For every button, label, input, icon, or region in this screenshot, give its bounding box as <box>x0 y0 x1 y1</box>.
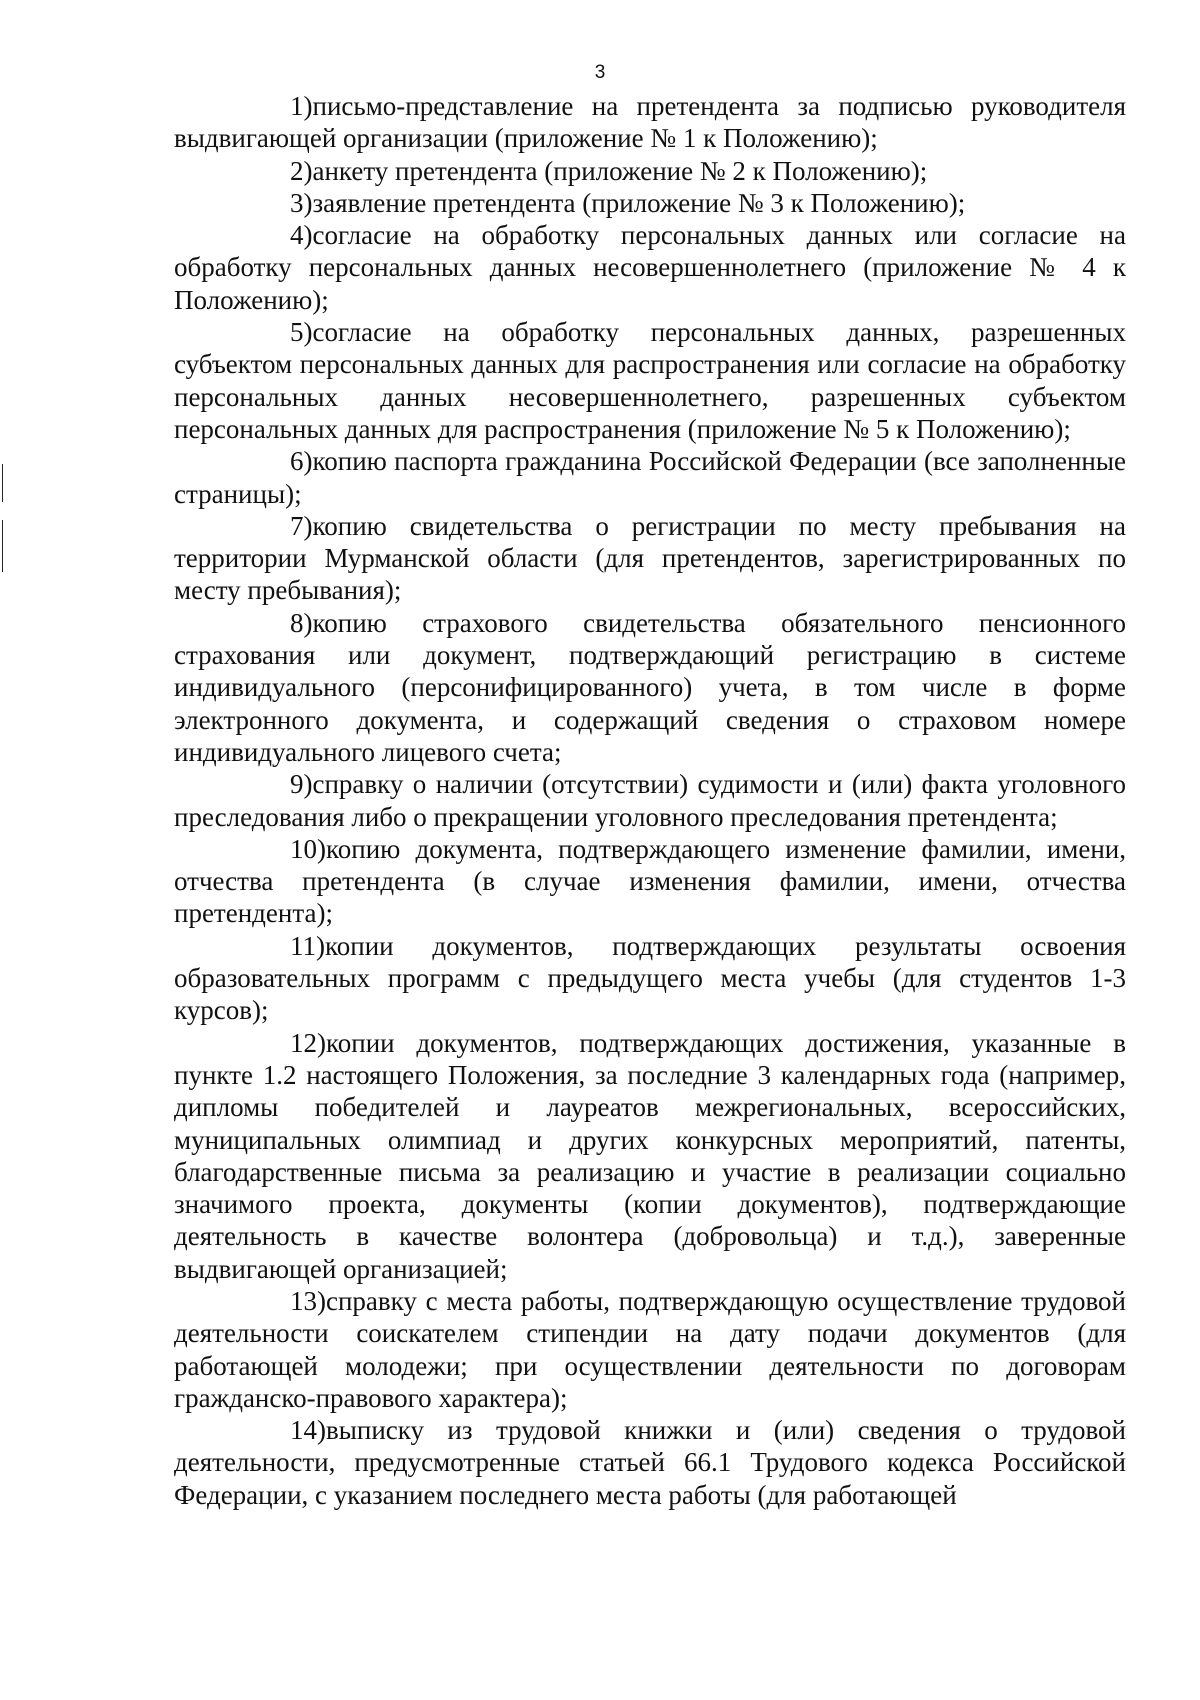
list-item-text: копию страхового свидетельства обязательного пенсионного страхования или документ, подтверждающий регистрацию в системе индивидуального (персонифицированного) учета, в том числе в форме электронного документа, и содержащий сведения о страховом номере индивидуального лицевого счета; <box>174 607 1126 767</box>
scan-margin-mark <box>2 464 3 502</box>
list-item-number: 8) <box>290 607 313 638</box>
list-item <box>174 445 1126 510</box>
list-item <box>174 768 1126 833</box>
list-item-number: 12) <box>290 1027 326 1058</box>
list-item-text: копии документов, подтверждающих достижения, указанные в пункте 1.2 настоящего Положения, за последние 3 календарных года (например, дипломы победителей и лауреатов межрегиональных, всероссийских, муниципальных олимпиад и других конкурсных мероприятий, патенты, благодарственные письма за реализацию и участие в реализации социально значимого проекта, документы (копии документов), подтверждающие деятельность в качестве волонтера (добровольца) и т.д.), заверенные выдвигающей организацией; <box>174 1027 1126 1284</box>
scan-margin-mark <box>2 520 3 572</box>
list-item-text: копию свидетельства о регистрации по месту пребывания на территории Мурманской области (для претендентов, зарегистрированных по месту пребывания); <box>174 510 1126 606</box>
list-item <box>174 607 1126 768</box>
list-item-number: 7) <box>290 510 313 541</box>
list-item-number: 3) <box>290 187 313 218</box>
document-body <box>174 90 1126 1511</box>
list-item-text: копию паспорта гражданина Российской Федерации (все заполненные страницы); <box>174 446 1126 509</box>
list-item-number: 6) <box>290 446 313 477</box>
list-item-number: 14) <box>290 1415 326 1446</box>
list-item <box>174 930 1126 1027</box>
list-item-text: выписку из трудовой книжки и (или) сведения о трудовой деятельности, предусмотренные статьей 66.1 Трудового кодекса Российской Федерации, с указанием последнего места работы (для работающей <box>174 1415 1126 1510</box>
page-number: 3 <box>594 62 606 83</box>
list-item-number: 11) <box>290 930 325 961</box>
list-item-number: 13) <box>290 1285 326 1316</box>
list-item-number: 10) <box>290 833 326 864</box>
list-item-text: согласие на обработку персональных данных или согласие на обработку персональных данных несовершеннолетнего (приложение № 4 к Положению); <box>174 220 1126 315</box>
list-item-number: 9) <box>290 769 313 800</box>
list-item <box>174 1027 1126 1285</box>
list-item-text: справку с места работы, подтверждающую осуществление трудовой деятельности соискателем стипендии на дату подачи документов (для работающей молодежи; при осуществлении деятельности по договорам гражданско-правового характера); <box>174 1285 1126 1413</box>
list-item-text: заявление претендента (приложение № 3 к Положению); <box>312 187 966 218</box>
list-item <box>174 1285 1126 1414</box>
list-item-number: 5) <box>290 317 313 348</box>
list-item <box>174 833 1126 930</box>
list-item-text: анкету претендента (приложение № 2 к Положению); <box>312 155 928 186</box>
list-item-text: копии документов, подтверждающих результаты освоения образовательных программ с предыдущего места учебы (для студентов 1-3 курсов); <box>174 930 1126 1026</box>
list-item-text: копию документа, подтверждающего изменение фамилии, имени, отчества претендента (в случае изменения фамилии, имени, отчества претендента); <box>174 833 1126 929</box>
list-item <box>174 510 1126 607</box>
list-item-number: 1) <box>290 91 313 121</box>
list-item-number: 2) <box>290 155 313 186</box>
list-item <box>174 155 1126 187</box>
list-item <box>174 316 1126 445</box>
list-item <box>174 90 1126 155</box>
list-item-text: письмо-представление на претендента за подписью руководителя выдвигающей организации (приложение № 1 к Положению); <box>174 91 1126 154</box>
list-item <box>174 187 1126 219</box>
list-item-number: 4) <box>290 220 313 251</box>
list-item <box>174 219 1126 316</box>
list-item-text: справку о наличии (отсутствии) судимости и (или) факта уголовного преследования либо о прекращении уголовного преследования претендента; <box>174 769 1126 832</box>
list-item-text: согласие на обработку персональных данных, разрешенных субъектом персональных данных для распространения или согласие на обработку персональных данных несовершеннолетнего, разрешенных субъектом персональных данных для распространения (приложение № 5 к Положению); <box>174 317 1126 444</box>
list-item <box>174 1414 1126 1511</box>
